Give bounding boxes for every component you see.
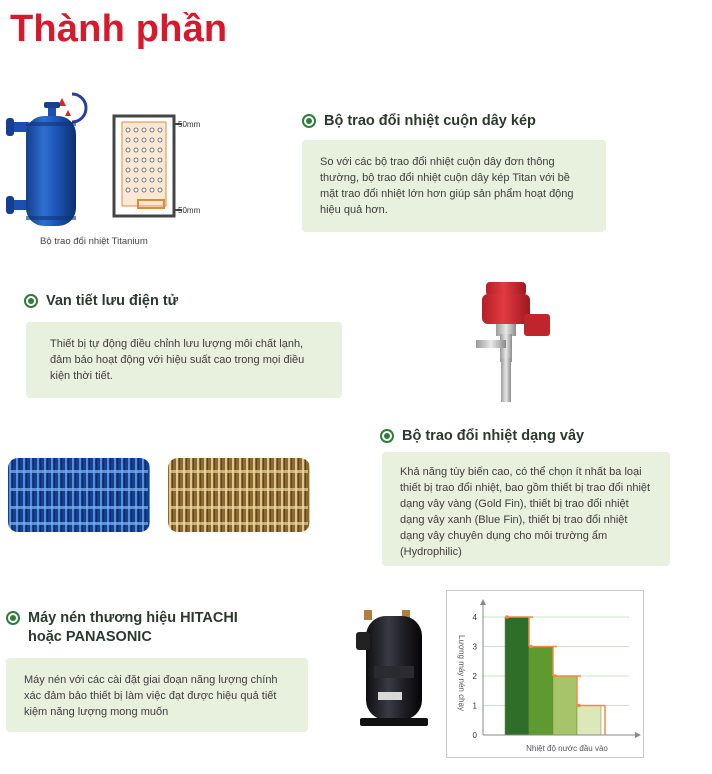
fin-description: Khả năng tùy biến cao, có thể chọn ít nhất ba loại thiết bị trao đổi nhiệt, bao gồm thiết bị trao đổi nhiệt dạng vây vàng (Gold Fin), thiết bị trao đổi nhiệt dạng vây xanh (Blue Fin), thiết bị trao đổi nhiệt dạng vây chuyên dụng cho môi trường ẩm (Hydrophilic) [382,452,670,566]
x-axis-arrow [635,732,641,738]
fin-heading [380,427,584,446]
chart-bar [577,706,601,736]
page-title: Thành phần [10,8,228,50]
chart-bar [505,617,529,735]
radio-bullet-icon [380,429,394,443]
chart-x-label: Nhiệt độ nước đầu vào [526,744,608,753]
y-tick-label: 4 [472,613,477,622]
step-line-marker [553,674,557,678]
step-line-marker [577,704,581,708]
compressor-description: Máy nén với các cài đặt giai đoạn năng lượng chính xác đảm bảo thiết bị làm việc đạt được hiệu quả tiết kiệm năng lượng mong muốn [6,658,308,732]
dual-coil-description: So với các bộ trao đổi nhiệt cuộn dây đơn thông thường, bộ trao đổi nhiệt cuộn dây kép Titan với bề mặt trao đổi nhiệt lớn hơn giúp sản phẩm hoạt động hiệu quả hơn. [302,140,606,232]
diagram-label-top: 50mm [178,120,201,129]
chart-bar [529,647,553,736]
fin-title: Bộ trao đổi nhiệt dạng vây [402,428,585,444]
dual-coil-heading [302,112,536,131]
dual-coil-diagram [112,112,182,222]
y-tick-label: 3 [472,642,477,652]
compressor-image [352,606,432,732]
y-axis-arrow [480,599,486,605]
valve-heading [24,292,178,311]
valve-description: Thiết bị tự động điều chỉnh lưu lượng môi chất lạnh, đảm bảo hoạt động với hiệu suất cao trong mọi điều kiện thời tiết. [26,322,342,398]
chart-y-label: Lượng máy nén chạy [457,635,466,711]
chart-y-ticks [473,613,478,740]
compressor-stage-chart [446,590,644,758]
radio-bullet-icon [6,611,20,625]
compressor-heading [6,609,238,647]
valve-title: Van tiết lưu điện tử [46,293,179,309]
radio-bullet-icon [302,114,316,128]
y-tick-label: 2 [472,672,477,681]
titanium-heat-exchanger-image [6,88,102,230]
expansion-valve-image [476,278,556,406]
step-line-marker [529,645,533,649]
stage-chart-svg [447,591,643,757]
gold-fin-image [168,458,310,532]
chart-bar [553,676,577,735]
diagram-label-bottom: 50mm [178,206,201,215]
image-caption: Bộ trao đổi nhiệt Titanium [40,236,148,247]
compressor-title-line2: hoặc PANASONIC [28,629,152,645]
dual-coil-title: Bộ trao đổi nhiệt cuộn dây kép [324,113,536,129]
y-tick-label: 0 [472,731,477,740]
compressor-title-line1: Máy nén thương hiệu HITACHI [28,610,238,626]
step-line-marker [505,615,509,619]
y-tick-label: 1 [472,701,477,711]
blue-fin-image [8,458,150,532]
radio-bullet-icon [24,294,38,308]
